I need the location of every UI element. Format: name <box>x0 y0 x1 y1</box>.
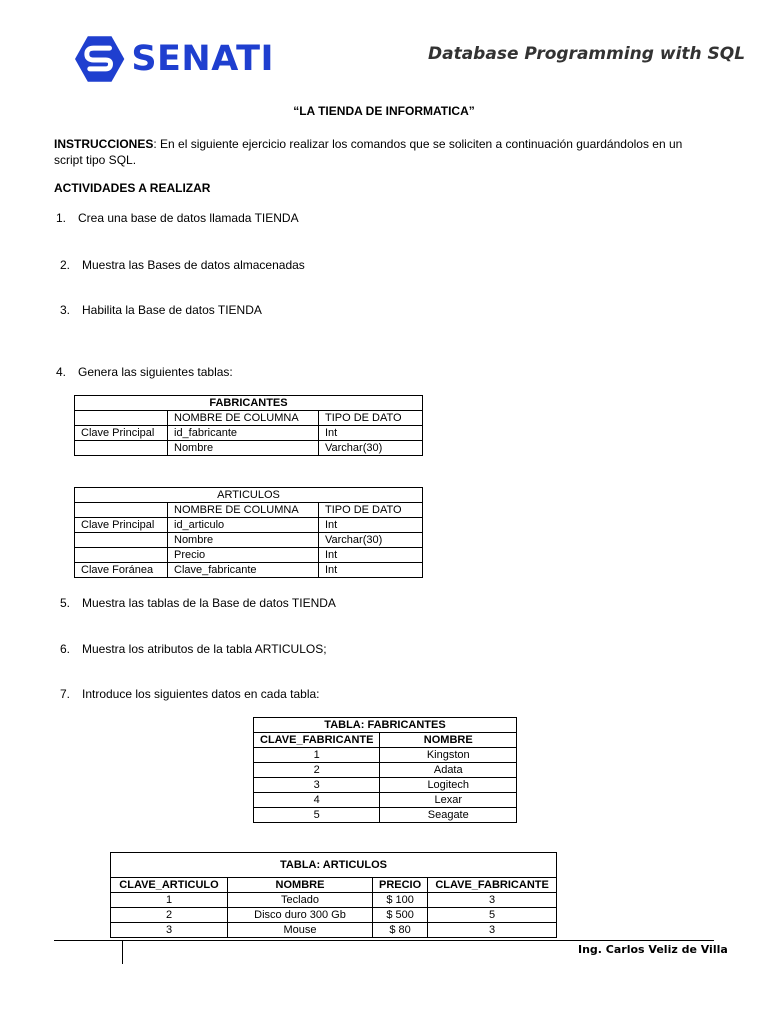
table-cell: Int <box>319 548 423 563</box>
activities-heading: ACTIVIDADES A REALIZAR <box>54 181 211 195</box>
step-5 <box>60 596 336 610</box>
table-row <box>111 908 557 923</box>
step-text: Genera las siguientes tablas: <box>78 365 233 379</box>
table-cell: Precio <box>168 548 319 563</box>
step-2 <box>60 258 305 272</box>
table-cell: Disco duro 300 Gb <box>228 908 373 923</box>
table-cell: 2 <box>111 908 228 923</box>
step-text: Muestra las tablas de la Base de datos TIENDA <box>82 596 336 610</box>
step-7 <box>60 687 320 701</box>
table-row <box>111 923 557 938</box>
table-row <box>75 548 423 563</box>
column-header: TIPO DE DATO <box>319 503 423 518</box>
table-cell: 3 <box>428 893 557 908</box>
column-header: NOMBRE <box>380 733 517 748</box>
step-number: 4. <box>56 365 67 379</box>
schema-title: FABRICANTES <box>75 396 423 411</box>
table-row <box>254 763 517 778</box>
table-row <box>75 533 423 548</box>
table-cell: Clave_fabricante <box>168 563 319 578</box>
table-title: TABLA: FABRICANTES <box>254 718 517 733</box>
step-4 <box>56 365 233 379</box>
table-cell: Int <box>319 518 423 533</box>
table-cell <box>75 411 168 426</box>
table-cell: Int <box>319 563 423 578</box>
step-3 <box>60 303 262 317</box>
table-title: TABLA: ARTICULOS <box>111 853 557 878</box>
table-cell: $ 500 <box>373 908 428 923</box>
table-cell <box>75 503 168 518</box>
step-text: Habilita la Base de datos TIENDA <box>82 303 262 317</box>
footer-author: Ing. Carlos Veliz de Villa <box>578 943 728 956</box>
data-table-articulos <box>110 852 557 938</box>
column-header: CLAVE_FABRICANTE <box>254 733 380 748</box>
column-header: CLAVE_FABRICANTE <box>428 878 557 893</box>
step-text: Muestra los atributos de la tabla ARTICULOS; <box>82 642 327 656</box>
table-cell: Seagate <box>380 808 517 823</box>
table-cell: 5 <box>428 908 557 923</box>
column-header: TIPO DE DATO <box>319 411 423 426</box>
footer-vertical-rule <box>122 940 123 964</box>
step-text: Muestra las Bases de datos almacenadas <box>82 258 305 272</box>
table-cell: Kingston <box>380 748 517 763</box>
step-number: 3. <box>60 303 71 317</box>
table-cell: Clave Principal <box>75 518 168 533</box>
table-cell: Varchar(30) <box>319 533 423 548</box>
table-cell: 3 <box>428 923 557 938</box>
table-row <box>75 441 423 456</box>
table-row <box>75 518 423 533</box>
step-text: Crea una base de datos llamada TIENDA <box>78 211 299 225</box>
logo-text: SENATI <box>131 39 274 79</box>
column-header: NOMBRE DE COLUMNA <box>168 503 319 518</box>
column-header: NOMBRE DE COLUMNA <box>168 411 319 426</box>
table-row <box>254 778 517 793</box>
step-number: 6. <box>60 642 71 656</box>
step-number: 5. <box>60 596 71 610</box>
table-row <box>111 893 557 908</box>
table-cell: Clave Principal <box>75 426 168 441</box>
table-row <box>75 426 423 441</box>
schema-table-articulos <box>74 487 423 578</box>
table-cell: Mouse <box>228 923 373 938</box>
document-title: “LA TIENDA DE INFORMATICA” <box>293 104 475 118</box>
table-cell <box>75 548 168 563</box>
table-cell: Nombre <box>168 441 319 456</box>
table-cell: Nombre <box>168 533 319 548</box>
table-cell: 5 <box>254 808 380 823</box>
senati-emblem-icon <box>74 34 125 84</box>
step-number: 2. <box>60 258 71 272</box>
table-row <box>75 563 423 578</box>
table-row <box>254 748 517 763</box>
step-6 <box>60 642 327 656</box>
table-cell: 2 <box>254 763 380 778</box>
table-cell: id_articulo <box>168 518 319 533</box>
data-table-fabricantes <box>253 717 517 823</box>
table-cell: 4 <box>254 793 380 808</box>
table-cell: Varchar(30) <box>319 441 423 456</box>
table-cell: Teclado <box>228 893 373 908</box>
table-cell <box>75 441 168 456</box>
table-row <box>254 793 517 808</box>
step-number: 1. <box>56 211 67 225</box>
table-cell: 1 <box>254 748 380 763</box>
column-header: PRECIO <box>373 878 428 893</box>
table-cell: Clave Foránea <box>75 563 168 578</box>
schema-table-fabricantes <box>74 395 423 456</box>
table-cell: $ 80 <box>373 923 428 938</box>
table-cell: id_fabricante <box>168 426 319 441</box>
table-cell <box>75 533 168 548</box>
column-header: CLAVE_ARTICULO <box>111 878 228 893</box>
step-text: Introduce los siguientes datos en cada tabla: <box>82 687 320 701</box>
column-header: NOMBRE <box>228 878 373 893</box>
table-cell: Logitech <box>380 778 517 793</box>
step-1 <box>56 211 299 225</box>
table-cell: Adata <box>380 763 517 778</box>
step-number: 7. <box>60 687 71 701</box>
instructions-label: INSTRUCCIONES <box>54 137 154 151</box>
table-cell: 3 <box>254 778 380 793</box>
course-title: Database Programming with SQL <box>428 44 746 64</box>
footer-divider <box>54 940 714 941</box>
table-cell: Int <box>319 426 423 441</box>
table-row <box>254 808 517 823</box>
instructions-text: : En el siguiente ejercicio realizar los comandos que se soliciten a continuación guardándolos en un script tipo SQL. <box>54 137 683 167</box>
senati-logo <box>74 34 274 84</box>
table-cell: Lexar <box>380 793 517 808</box>
instructions-paragraph <box>54 136 714 168</box>
schema-title: ARTICULOS <box>75 488 423 503</box>
table-cell: 1 <box>111 893 228 908</box>
table-cell: 3 <box>111 923 228 938</box>
table-cell: $ 100 <box>373 893 428 908</box>
